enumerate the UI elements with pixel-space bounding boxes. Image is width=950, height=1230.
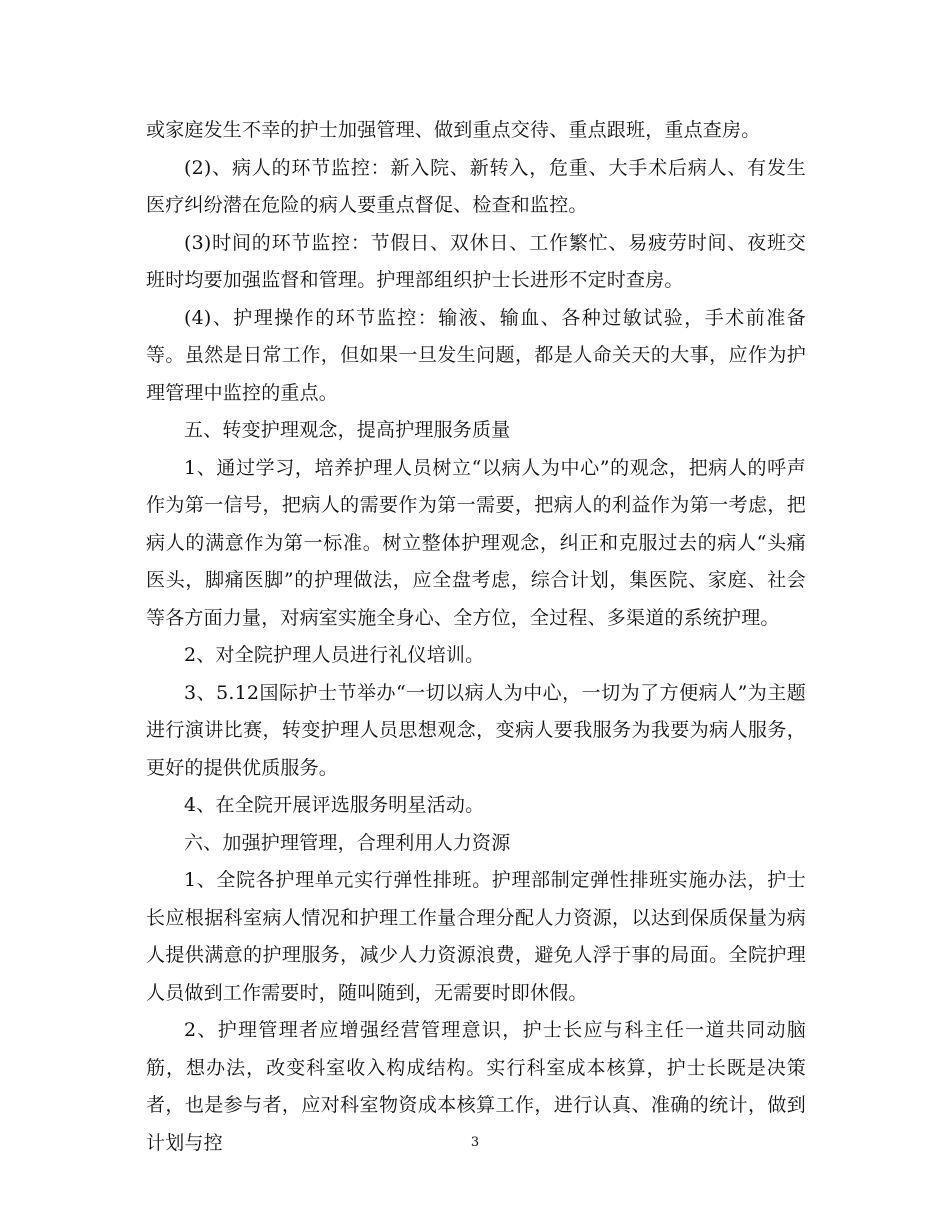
section-heading: 五、转变护理观念，提高护理服务质量 xyxy=(184,419,511,441)
paragraph: (3)时间的环节监控：节假日、双休日、工作繁忙、易疲劳时间、夜班交班时均要加强监督和管理。护理部组织护士长进形不定时查房。 xyxy=(146,231,806,291)
paragraph: 1、通过学习，培养护理人员树立“以病人为中心”的观念，把病人的呼声作为第一信号，把病人的需要作为第一需要，把病人的利益作为第一考虑，把病人的满意作为第一标准。树立整体护理观念，纠正和克服过去的病人“头痛医头，脚痛医脚”的护理做法，应全盘考虑，综合计划，集医院、家庭、社会等各方面力量，对病室实施全身心、全方位，全过程、多渠道的系统护理。 xyxy=(146,456,806,629)
paragraph: 3、5.12国际护士节举办“一切以病人为中心，一切为了方便病人”为主题进行演讲比赛，转变护理人员思想观念，变病人要我服务为我要为病人服务，更好的提供优质服务。 xyxy=(146,681,806,779)
paragraph: (4)、护理操作的环节监控：输液、输血、各种过敏试验，手术前准备等。虽然是日常工作，但如果一旦发生问题，都是人命关天的大事，应作为护理管理中监控的重点。 xyxy=(146,306,806,404)
paragraph: (2)、病人的环节监控：新入院、新转入，危重、大手术后病人、有发生医疗纠纷潜在危险的病人要重点督促、检查和监控。 xyxy=(146,156,806,216)
paragraph: 2、对全院护理人员进行礼仪培训。 xyxy=(184,644,485,666)
paragraph: 4、在全院开展评选服务明星活动。 xyxy=(184,794,485,816)
paragraph: 2、护理管理者应增强经营管理意识，护士长应与科主任一道共同动脑筋，想办法，改变科室收入构成结构。实行科室成本核算，护士长既是决策者，也是参与者，应对科室物资成本核算工作，进行认真、准确的统计，做到计划与控 xyxy=(146,1019,806,1154)
page-number: 3 xyxy=(470,1135,480,1150)
document-body xyxy=(146,112,806,1162)
paragraph: 1、全院各护理单元实行弹性排班。护理部制定弹性排班实施办法，护士长应根据科室病人情况和护理工作量合理分配人力资源，以达到保质保量为病人提供满意的护理服务，减少人力资源浪费，避免人浮于事的局面。全院护理人员做到工作需要时，随叫随到，无需要时即休假。 xyxy=(146,869,806,1004)
section-heading: 六、加强护理管理，合理利用人力资源 xyxy=(184,831,511,854)
paragraph: 或家庭发生不幸的护士加强管理、做到重点交待、重点跟班，重点查房。 xyxy=(146,119,761,141)
